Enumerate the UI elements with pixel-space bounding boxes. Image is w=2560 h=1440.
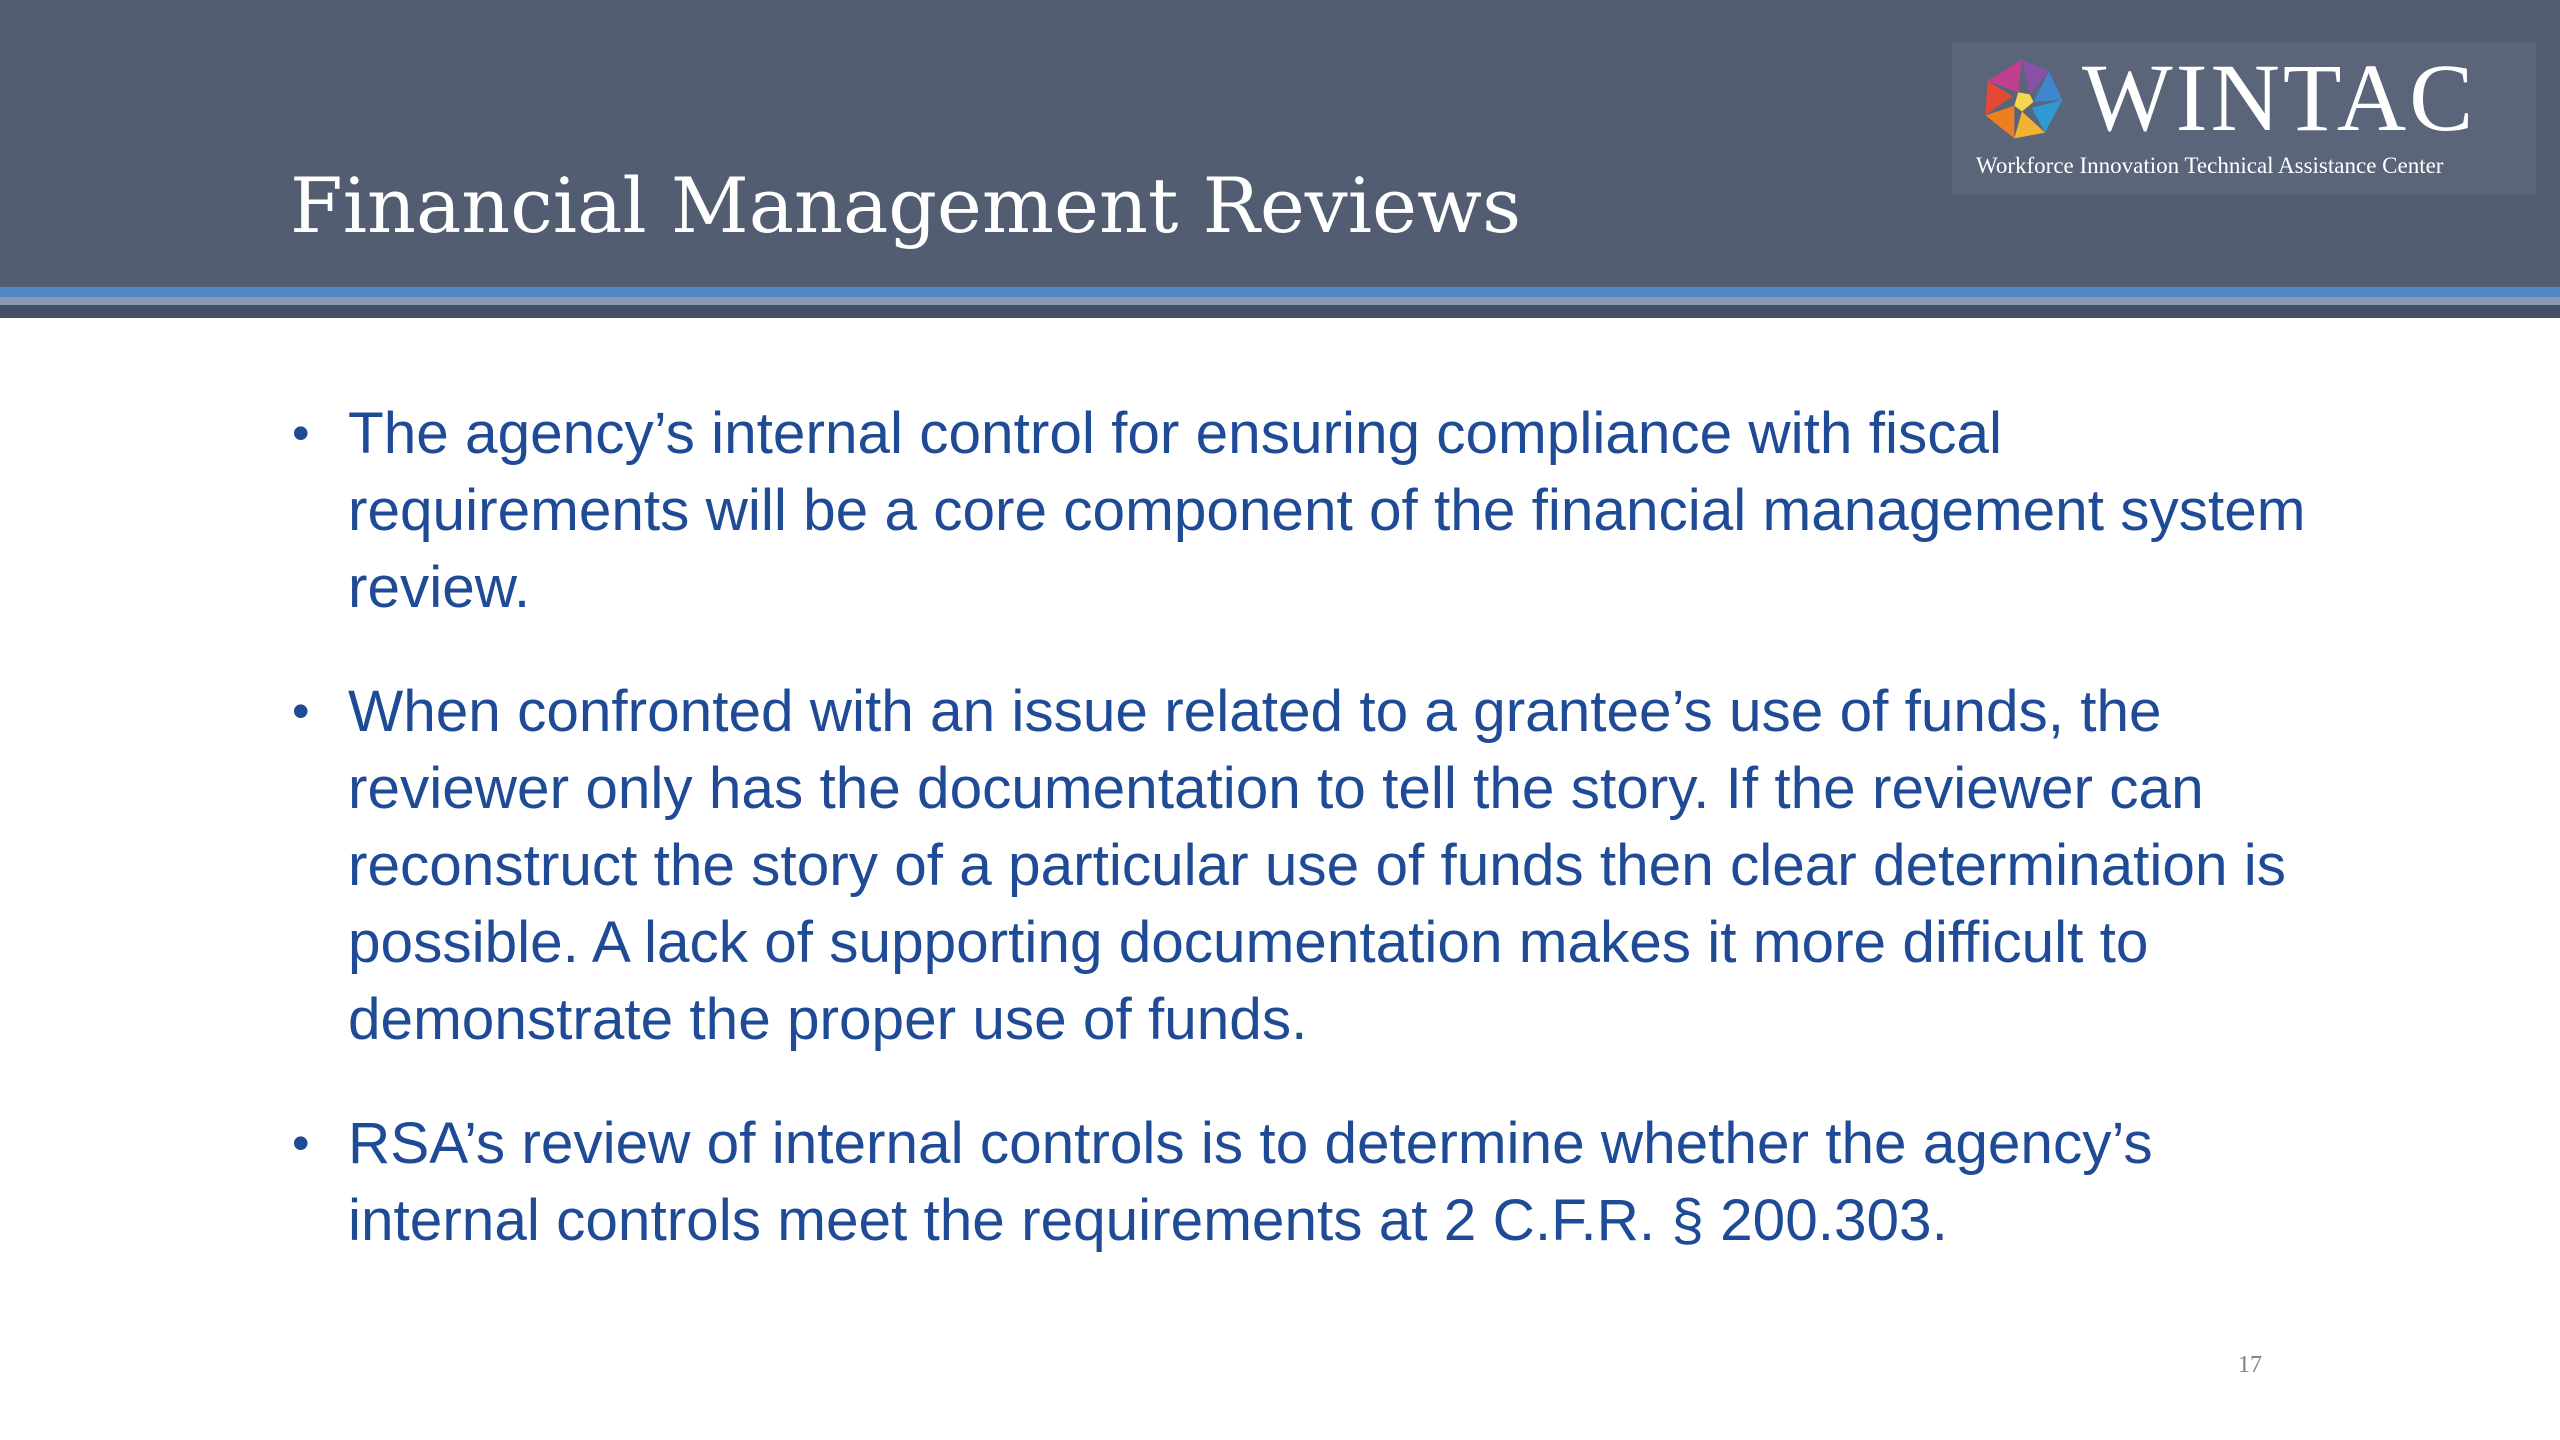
bullet-text: When confronted with an issue related to a grantee’s use of funds, the reviewer only has the documentation to tell the story. If the reviewer can reconstruct the story of a particular use of funds then clear determination is possible. A lack of supporting documentation makes it more difficult to demonstrate the proper use of funds. — [348, 679, 2286, 1052]
slide-title: Financial Management Reviews — [290, 161, 1522, 250]
bullet-marker: • — [292, 405, 310, 461]
bullet-text: The agency’s internal control for ensuring compliance with fiscal requirements will be a core component of the financial management system review. — [348, 401, 2306, 620]
bullet-marker: • — [292, 1115, 310, 1171]
wintac-logo-icon — [1974, 52, 2070, 148]
wintac-logo — [1952, 42, 2536, 194]
bullet-item — [290, 1105, 2310, 1259]
header-light-stripe — [0, 297, 2560, 305]
slide-header — [0, 0, 2560, 287]
bullet-marker: • — [292, 683, 310, 739]
logo-wordmark: WINTAC — [2082, 44, 2477, 151]
header-dark-stripe — [0, 305, 2560, 318]
bullet-item — [290, 395, 2310, 626]
bullet-text: RSA’s review of internal controls is to determine whether the agency’s internal controls meet the requirements at 2 C.F.R. § 200.303. — [348, 1111, 2153, 1253]
page-number: 17 — [2238, 1352, 2262, 1378]
logo-subtitle: Workforce Innovation Technical Assistance Center — [1976, 153, 2444, 178]
bullet-item — [290, 673, 2310, 1058]
header-accent-stripe — [0, 287, 2560, 297]
bullet-list — [290, 395, 2310, 1306]
